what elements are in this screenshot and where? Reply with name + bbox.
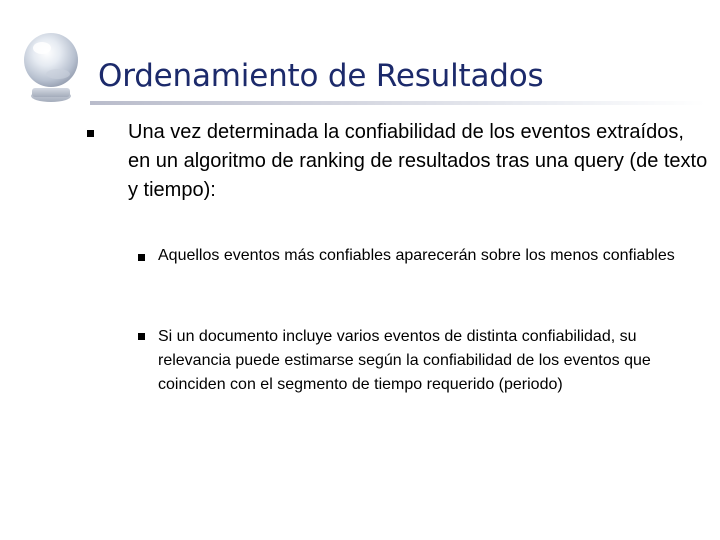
slide-title: Ordenamiento de Resultados xyxy=(98,58,544,94)
bullet-level1-text: Una vez determinada la confiabilidad de los eventos extraídos, en un algoritmo de ranking de resultados tras una query (de texto y tiempo): xyxy=(128,121,708,201)
bullet-level2-text: Aquellos eventos más confiables aparecerán sobre los menos confiables xyxy=(158,247,675,264)
bullet-level2-text: Si un documento incluye varios eventos de distinta confiabilidad, su relevancia puede estimarse según la confiabilidad de los eventos que coinciden con el segmento de tiempo requerido (periodo) xyxy=(158,328,651,393)
square-bullet-icon xyxy=(138,254,145,261)
square-bullet-icon xyxy=(87,130,94,137)
title-underline xyxy=(90,101,706,105)
square-bullet-icon xyxy=(138,333,145,340)
crystal-ball-icon xyxy=(22,24,80,104)
